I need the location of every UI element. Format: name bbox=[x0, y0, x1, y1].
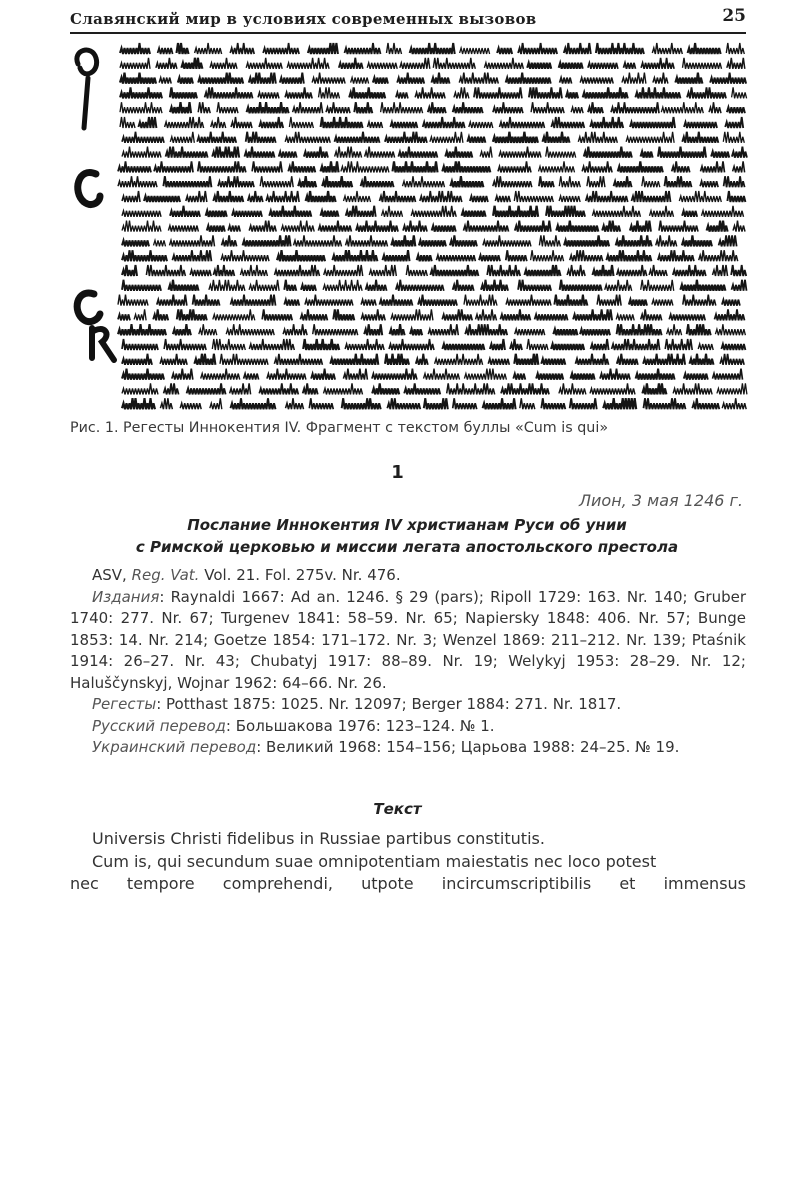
document-title-line-1: Послание Иннокентия IV христианам Руси об унии bbox=[187, 516, 627, 534]
source-references bbox=[70, 565, 746, 759]
document-title bbox=[70, 514, 744, 558]
figure-caption: Рис. 1. Регесты Иннокентия IV. Фрагмент с текстом буллы «Cum is qui» bbox=[70, 420, 609, 436]
editions-reference: Издания: Raynaldi 1667: Ad an. 1246. § 29 (pars); Ripoll 1729: 163. Nr. 140; Gruber 1740: 277. Nr. 67; Turgenev 1841: 58–59. Nr. 65; Napiersky 1848: 406. Nr. 57; Bunge 1853: 14. Nr. 214; Goetze 1854: 171–172. Nr. 3; Wenzel 1869: 211–212. Nr. 139; Ptaśnik 1914: 26–27. Nr. 43; Chubatyj 1917: 88–89. Nr. 19; Welykyj 1953: 28–29. Nr. 12; Haluščynskyj, Wojnar 1962: 64–66. Nr. 26. bbox=[70, 587, 746, 692]
manuscript-fragment-image bbox=[70, 42, 748, 418]
editions-label: Издания bbox=[92, 587, 160, 606]
running-head-title: Славянский мир в условиях современных вызовов bbox=[70, 10, 537, 28]
regests-reference: Регесты: Potthast 1875: 1025. Nr. 12097; Berger 1884: 271. Nr. 1817. bbox=[92, 695, 622, 713]
latin-text-line: Universis Christi fidelibus in Russiae partibus constitutis. bbox=[92, 829, 545, 848]
document-number: 1 bbox=[391, 462, 404, 483]
text-heading: Текст bbox=[373, 800, 422, 818]
document-date: Лион, 3 мая 1246 г. bbox=[579, 491, 743, 510]
ukrainian-translation-label: Украинский перевод bbox=[92, 738, 257, 756]
running-head bbox=[70, 6, 746, 32]
document-title-line-2: с Римской церковью и миссии легата апостольского престола bbox=[135, 538, 679, 556]
latin-text-line: Cum is, qui secundum suae omnipotentiam maiestatis nec loco potest bbox=[92, 851, 657, 871]
russian-translation-reference: Русский перевод: Большакова 1976: 123–124. № 1. bbox=[92, 716, 495, 735]
russian-translation-label: Русский перевод bbox=[92, 716, 226, 735]
running-head-rule bbox=[70, 32, 746, 34]
archive-reference: ASV, Reg. Vat. Vol. 21. Fol. 275v. Nr. 476. bbox=[92, 566, 401, 584]
regests-label: Регесты bbox=[92, 695, 157, 713]
page-number: 25 bbox=[722, 6, 746, 26]
archive-series: Reg. Vat. bbox=[131, 566, 200, 584]
latin-text-line: nec tempore comprehendi, utpote incircumscriptibilis et immensus bbox=[70, 874, 746, 893]
latin-text bbox=[70, 828, 746, 896]
ukrainian-translation-reference: Украинский перевод: Великий 1968: 154–156; Царьова 1988: 24–25. № 19. bbox=[92, 738, 680, 756]
